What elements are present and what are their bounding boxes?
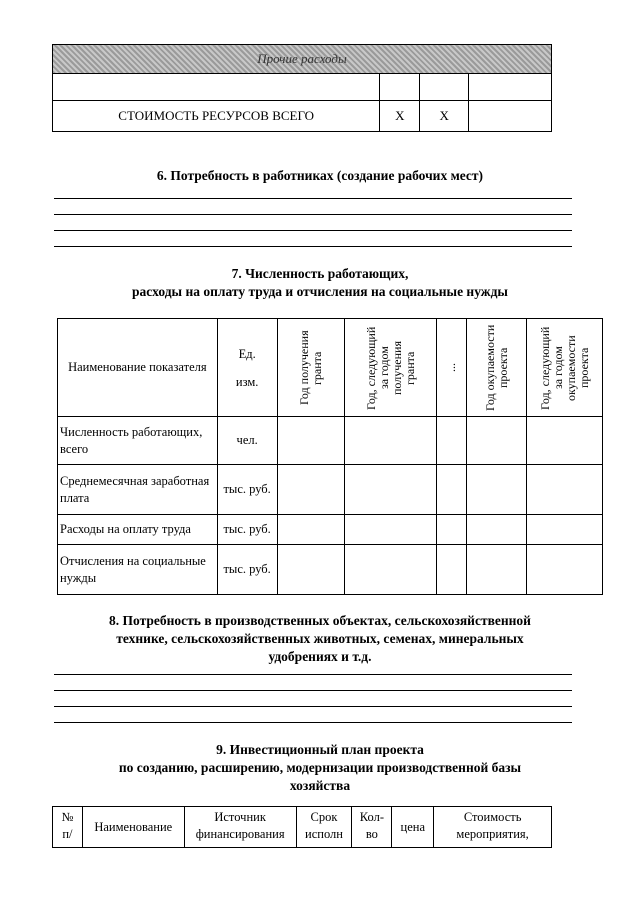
col-name: Наименование (82, 807, 184, 848)
section9-title-line2: по созданию, расширению, модернизации производственной базы (118, 760, 522, 775)
row-unit: тыс. руб. (217, 545, 277, 595)
fill-line (54, 214, 572, 215)
table-row (58, 515, 603, 545)
table-header-row (53, 807, 552, 848)
row-unit: тыс. руб. (217, 515, 277, 545)
table-row (58, 465, 603, 515)
resources-table (52, 44, 552, 132)
row-name: Расходы на оплату труда (58, 515, 218, 545)
section8-title-line2: технике, сельскохозяйственных животных, семенах, минеральных (116, 631, 524, 646)
row-name: Среднемесячная заработная плата (58, 465, 218, 515)
section8-title-line3: удобрениях и т.д. (268, 649, 372, 664)
other-expenses-band (53, 45, 552, 74)
section9-title-line3: хозяйства (289, 778, 351, 793)
section6-title: 6. Потребность в работниках (создание рабочих мест) (156, 168, 484, 183)
staff-table (57, 318, 603, 595)
section8-title-line1: 8. Потребность в производственных объектах, сельскохозяйственной (109, 613, 531, 628)
table-row (53, 74, 552, 101)
fill-line (54, 230, 572, 231)
col-price: цена (392, 807, 434, 848)
fill-line (54, 706, 572, 707)
x-mark: Х (420, 101, 469, 132)
total-label: СТОИМОСТЬ РЕСУРСОВ ВСЕГО (53, 101, 380, 132)
header-year-grant: Год получения гранта (277, 319, 345, 417)
section7-title-line2: расходы на оплату труда и отчисления на социальные нужды (132, 284, 508, 299)
row-name: Отчисления на социальные нужды (58, 545, 218, 595)
header-year-payback: Год окупаемости проекта (467, 319, 527, 417)
investment-plan-table (52, 806, 552, 848)
fill-line (54, 198, 572, 199)
section9-title-line1: 9. Инвестиционный план проекта (216, 742, 424, 757)
row-unit: тыс. руб. (217, 465, 277, 515)
x-mark: Х (380, 101, 420, 132)
header-year-after-payback: Год, следующий за годом окупаемости проекта (527, 319, 603, 417)
col-source: Источник финансирования (184, 807, 296, 848)
fill-line (54, 722, 572, 723)
col-cost: Стоимость мероприятия, (434, 807, 552, 848)
col-quantity: Кол- во (352, 807, 392, 848)
header-year-after-grant: Год, следующий за годом получения гранта (345, 319, 437, 417)
total-row (53, 101, 552, 132)
col-number: № п/ (53, 807, 83, 848)
header-unit: Ед. изм. (217, 319, 277, 417)
fill-line (54, 246, 572, 247)
section7-title-line1: 7. Численность работающих, (231, 266, 409, 281)
table-row (58, 545, 603, 595)
header-name: Наименование показателя (58, 319, 218, 417)
row-name: Численность работающих, всего (58, 417, 218, 465)
fill-line (54, 690, 572, 691)
header-ellipsis: ... (437, 319, 467, 417)
table-row (58, 417, 603, 465)
fill-line (54, 674, 572, 675)
other-expenses-label: Прочие расходы (257, 51, 347, 66)
col-term: Срок исполн (296, 807, 352, 848)
row-unit: чел. (217, 417, 277, 465)
